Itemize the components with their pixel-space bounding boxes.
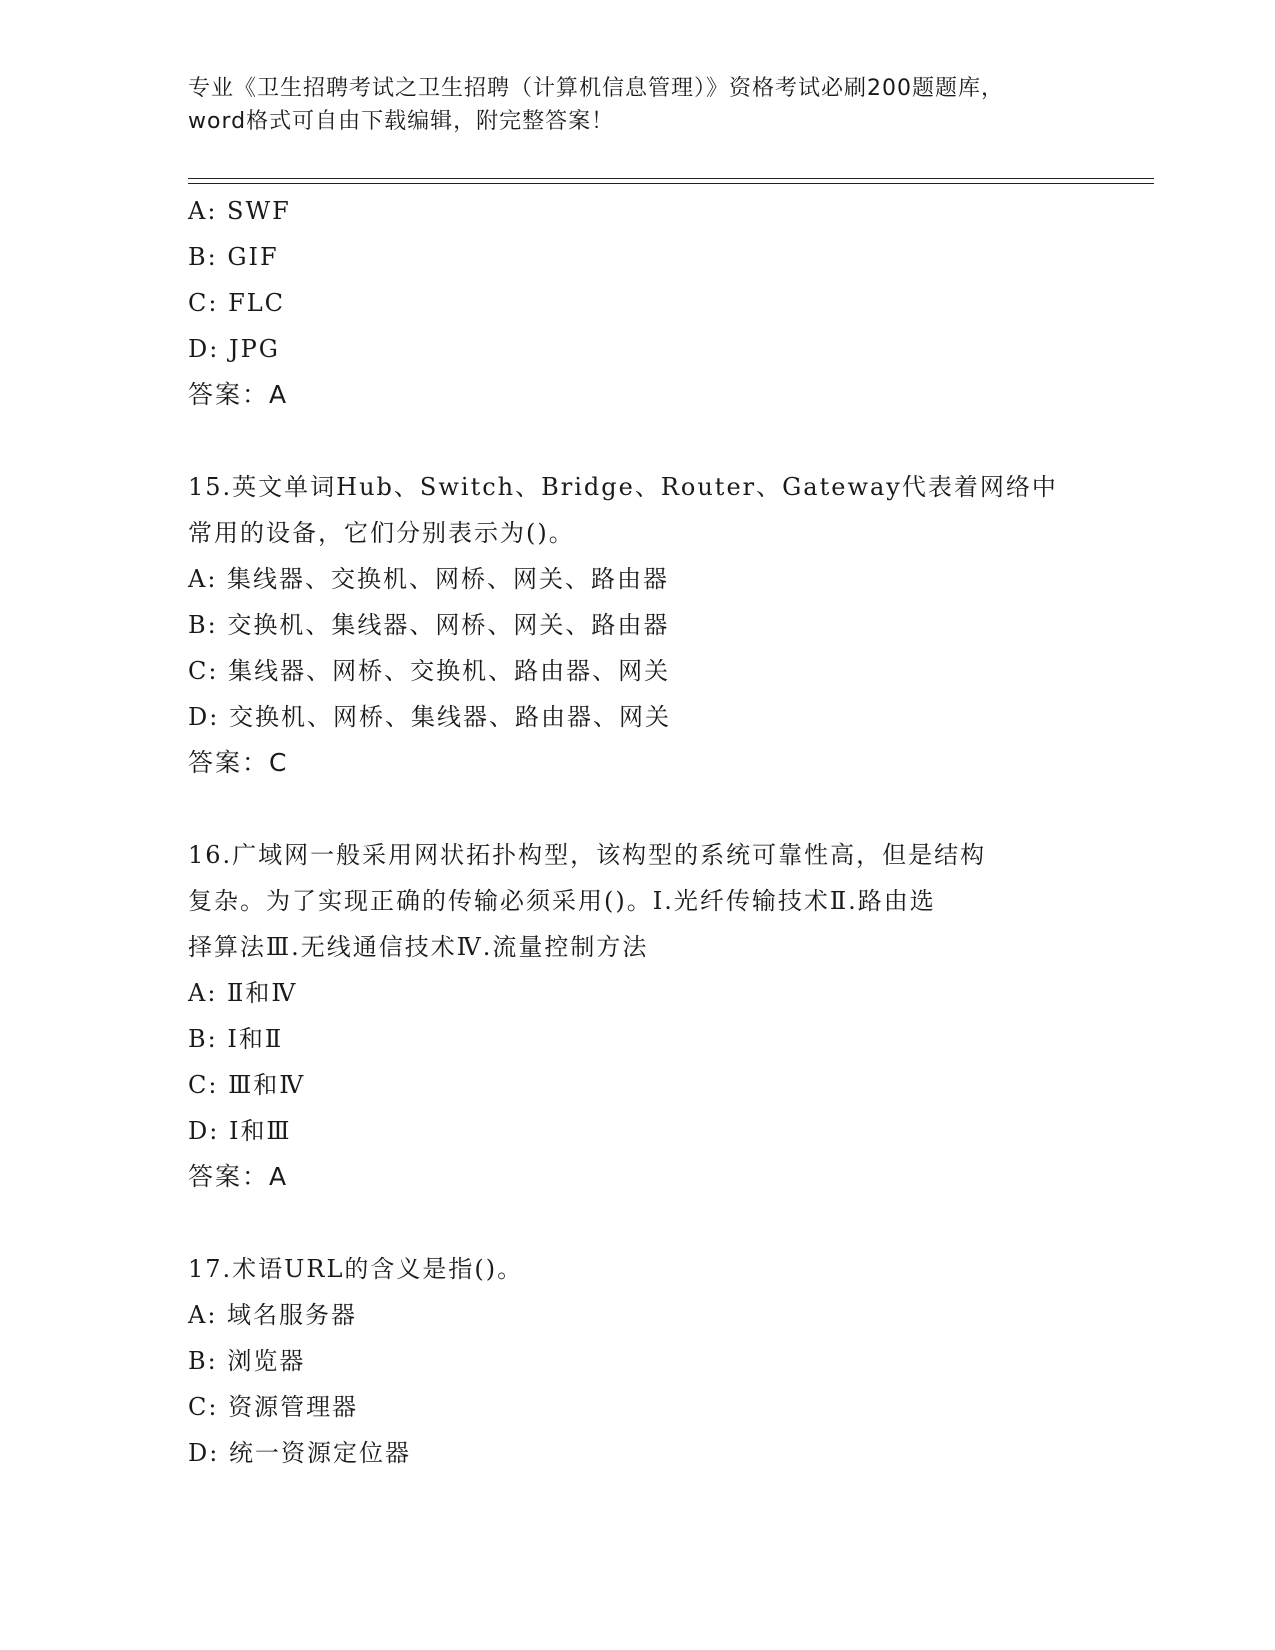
question-text-line: 17.术语URL的含义是指()。 bbox=[188, 1255, 524, 1283]
answer-line: 答案：C bbox=[188, 748, 289, 777]
question-text-line: 15.英文单词Hub、Switch、Bridge、Router、Gateway代表着网络中 bbox=[188, 473, 1058, 501]
question-block-16 bbox=[188, 832, 1088, 1200]
option-a: A: Ⅱ和Ⅳ bbox=[188, 979, 298, 1007]
question-block-17 bbox=[188, 1246, 1088, 1476]
question-text-line: 择算法Ⅲ.无线通信技术Ⅳ.流量控制方法 bbox=[188, 933, 649, 961]
header-title-line-2: word格式可自由下载编辑，附完整答案！ bbox=[188, 109, 615, 134]
header-title-line-1: 专业《卫生招聘考试之卫生招聘（计算机信息管理）》资格考试必刷200题题库， bbox=[188, 76, 1004, 101]
header-divider-top bbox=[188, 178, 1154, 179]
question-text-line: 16.广域网一般采用网状拓扑构型，该构型的系统可靠性高，但是结构 bbox=[188, 841, 987, 869]
option-a: A: 集线器、交换机、网桥、网关、路由器 bbox=[188, 565, 670, 593]
answer-line: 答案：A bbox=[188, 1162, 289, 1191]
option-d: D: JPG bbox=[188, 335, 280, 363]
question-list bbox=[188, 188, 1088, 1476]
document-header bbox=[188, 72, 1088, 138]
option-a: A: 域名服务器 bbox=[188, 1301, 358, 1329]
option-b: B: GIF bbox=[188, 243, 279, 271]
option-d: D: 交换机、网桥、集线器、路由器、网关 bbox=[188, 703, 671, 731]
option-c: C: 资源管理器 bbox=[188, 1393, 359, 1421]
option-b: B: 浏览器 bbox=[188, 1347, 306, 1375]
header-divider-bottom bbox=[188, 183, 1154, 184]
question-block-14 bbox=[188, 188, 1088, 418]
question-text-line: 常用的设备，它们分别表示为()。 bbox=[188, 519, 575, 547]
option-d: D: 统一资源定位器 bbox=[188, 1439, 411, 1467]
answer-line: 答案：A bbox=[188, 380, 289, 409]
option-c: C: Ⅲ和Ⅳ bbox=[188, 1071, 306, 1099]
option-b: B: 交换机、集线器、网桥、网关、路由器 bbox=[188, 611, 670, 639]
option-b: B: Ⅰ和Ⅱ bbox=[188, 1025, 284, 1053]
spacer bbox=[188, 1200, 1088, 1246]
question-block-15 bbox=[188, 464, 1088, 786]
spacer bbox=[188, 418, 1088, 464]
question-text-line: 复杂。为了实现正确的传输必须采用()。Ⅰ.光纤传输技术Ⅱ.路由选 bbox=[188, 887, 936, 915]
option-a: A: SWF bbox=[188, 197, 291, 225]
option-c: C: 集线器、网桥、交换机、路由器、网关 bbox=[188, 657, 671, 685]
spacer bbox=[188, 786, 1088, 832]
option-c: C: FLC bbox=[188, 289, 286, 317]
option-d: D: Ⅰ和Ⅲ bbox=[188, 1117, 292, 1145]
